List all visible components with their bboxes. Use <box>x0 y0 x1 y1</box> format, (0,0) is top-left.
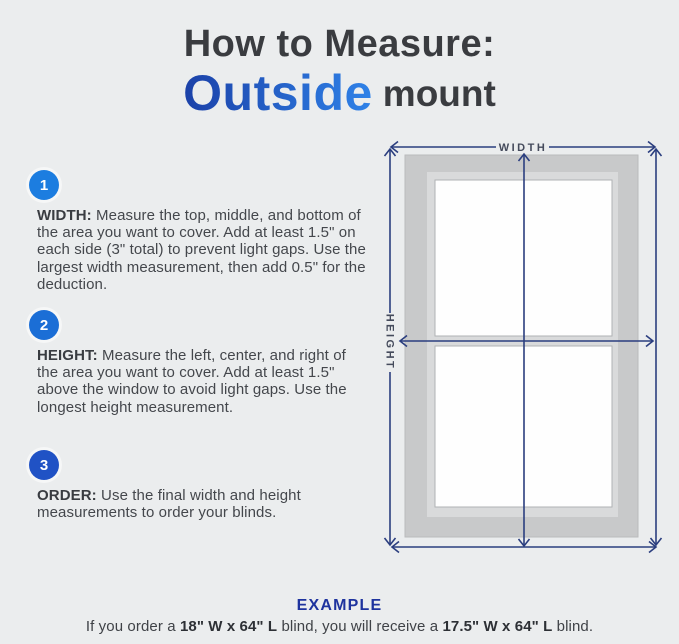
step-3-label: ORDER: <box>37 487 97 504</box>
step-1-body: Measure the top, middle, and bottom of the area you want to cover. Add at least 1.5" on each side (3" total) to prevent light gaps. Use the largest width measurement, then add 0.5" for the deduction. <box>37 207 366 293</box>
example-receive-size: 17.5" W x 64" L <box>442 618 553 635</box>
title-suffix: mount <box>382 73 496 114</box>
example-order-size: 18" W x 64" L <box>179 618 278 635</box>
title-highlight: Outside <box>183 65 373 121</box>
step-3-badge: 3 <box>29 450 59 480</box>
example-section <box>0 597 679 635</box>
step-3-body: Use the final width and height measurements to order your blinds. <box>37 487 301 522</box>
title-line1: How to Measure: <box>183 23 496 65</box>
step-2-body: Measure the left, center, and right of the area you want to cover. Add at least 1.5" above the window to avoid light gaps. Use the longest height measurement. <box>37 347 347 416</box>
step-2-label: HEIGHT: <box>37 347 98 364</box>
example-heading: EXAMPLE <box>296 597 383 614</box>
width-label: WIDTH <box>498 142 548 154</box>
step-1-label: WIDTH: <box>37 207 92 224</box>
example-line <box>0 618 679 635</box>
step-1-badge: 1 <box>29 170 59 200</box>
step-2-badge: 2 <box>29 310 59 340</box>
example-prefix: If you order a <box>85 618 180 635</box>
height-label: HEIGHT <box>383 313 396 371</box>
example-mid: blind, you will receive a <box>277 618 443 635</box>
example-suffix: blind. <box>552 618 594 635</box>
